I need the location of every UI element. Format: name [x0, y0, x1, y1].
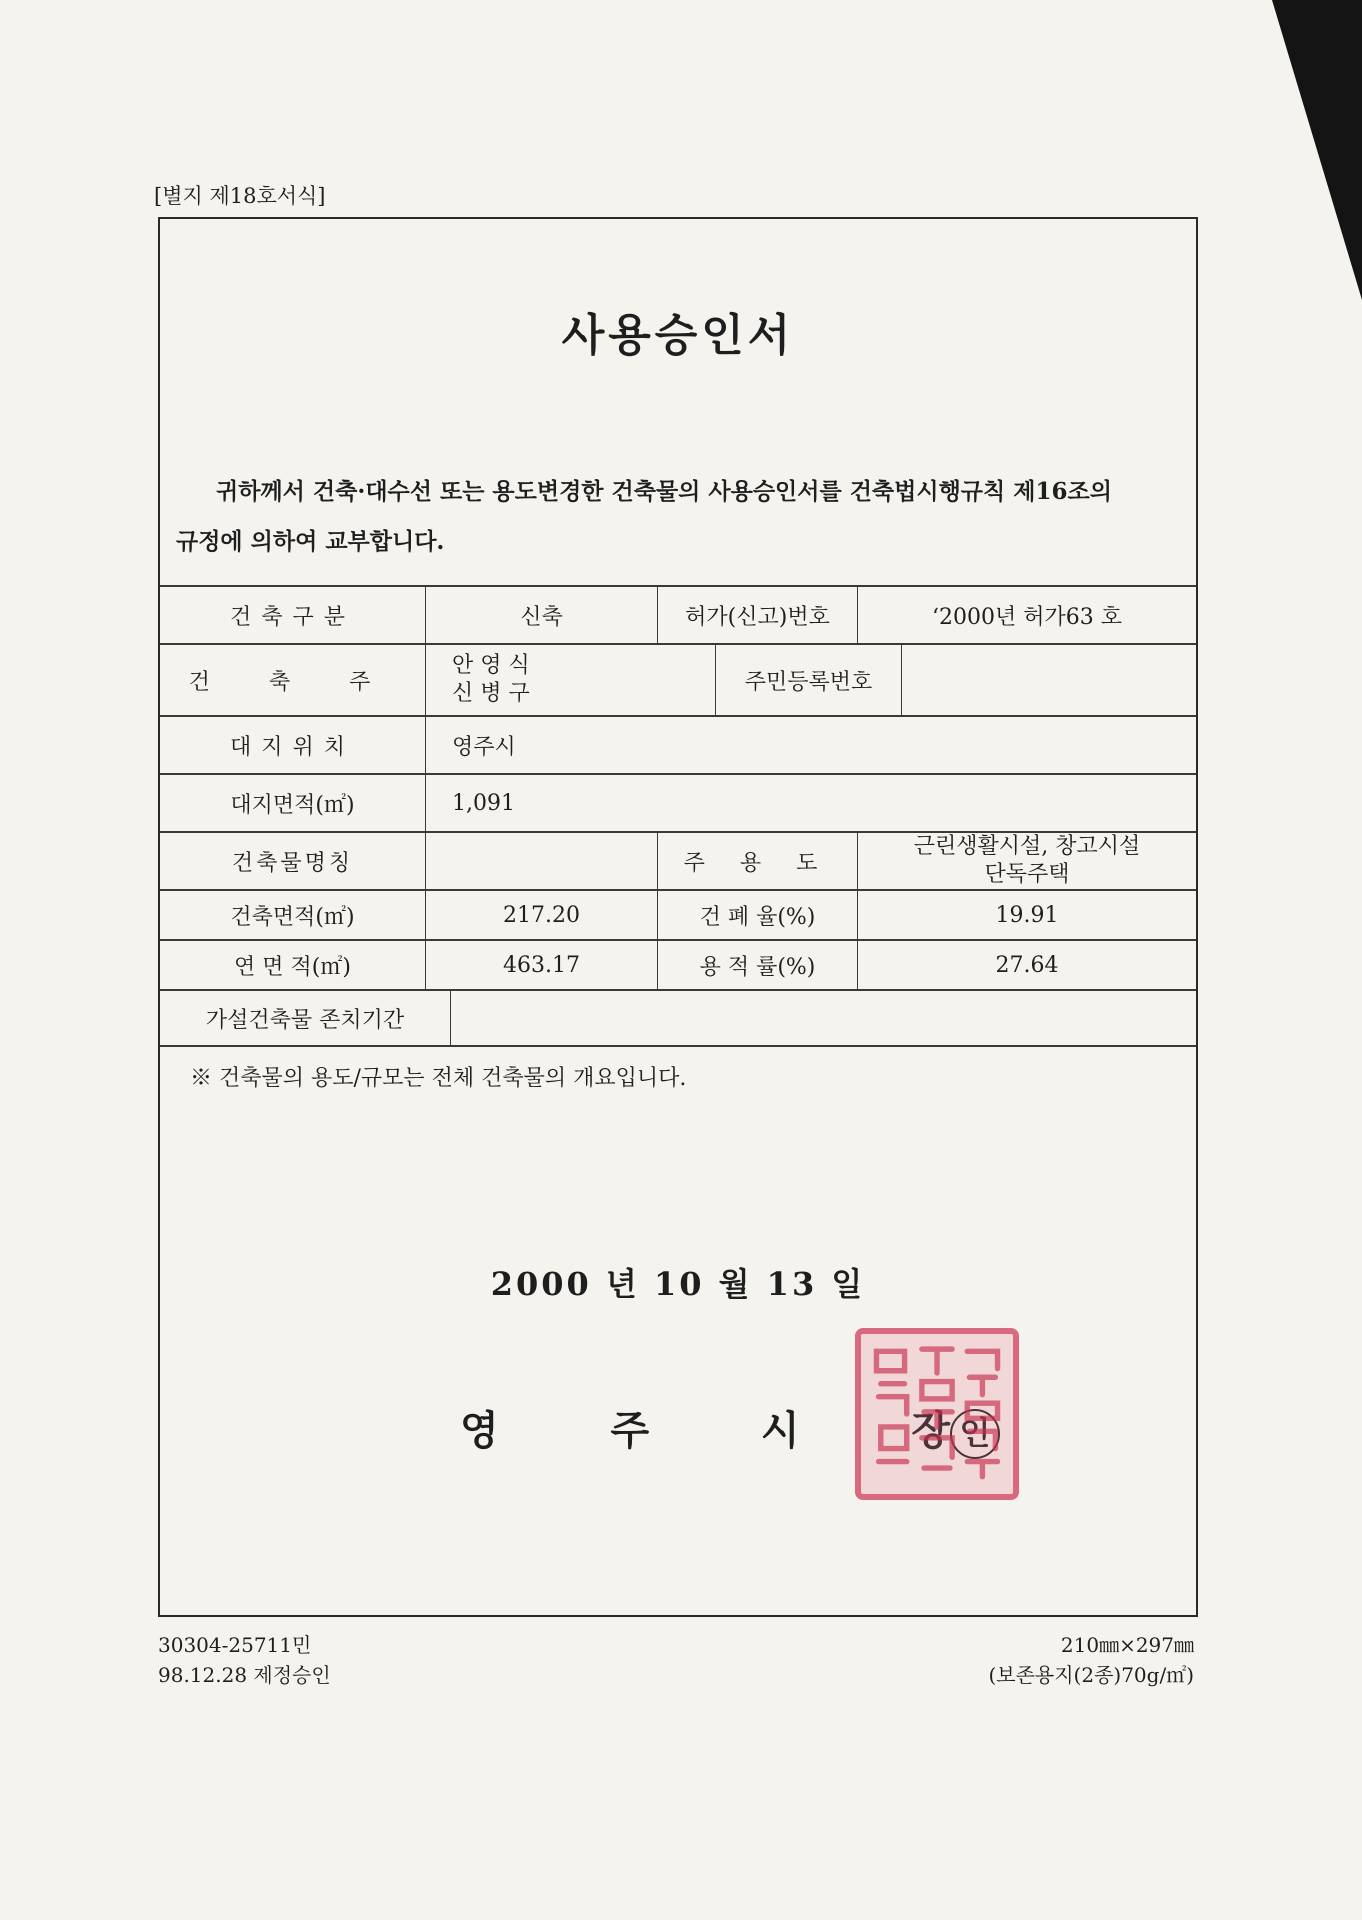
- build-type-label: 건축구분: [229, 604, 355, 630]
- paper-size: 210㎜×297㎜: [1060, 1633, 1194, 1657]
- temp-period-value: [450, 991, 1196, 1045]
- issue-date: 2000 년 10 월 13 일: [490, 1265, 866, 1303]
- site-area-label: 대지면적(㎡): [230, 792, 355, 818]
- coverage-ratio-label: 건 폐 율(%): [657, 891, 857, 939]
- table-row: [160, 585, 1196, 643]
- official-seal-stamp: [855, 1328, 1019, 1500]
- official-seal-icon: [861, 1334, 1013, 1494]
- build-type-value: 신축: [425, 587, 657, 643]
- paper-type: (보존용지(2종)70g/㎡): [988, 1663, 1194, 1687]
- site-area-value: 1,091: [425, 775, 1196, 831]
- document-title: 사용승인서: [561, 310, 795, 361]
- approval-date: 98.12.28 제정승인: [158, 1663, 331, 1687]
- main-use-label: 주 용 도: [657, 833, 857, 889]
- table-row: [160, 989, 1196, 1047]
- issuer-char: 주: [610, 1407, 650, 1454]
- table-row: [160, 773, 1196, 831]
- intro-text: 귀하께서 건축·대수선 또는 용도변경한 건축물의 사용승인서를 건축법시행규칙 제16조의 규정에 의하여 교부합니다.: [176, 478, 1112, 555]
- seal-mark-in: 인: [950, 1409, 1000, 1459]
- main-use-values: [857, 833, 1196, 889]
- site-location-label: 대지위치: [229, 734, 355, 760]
- issuer-char: 시: [760, 1407, 800, 1454]
- temp-period-label: 가설건축물 존치기간: [205, 1007, 405, 1033]
- main-use-value-2: 단독주택: [984, 862, 1070, 887]
- owner-name-2: 신 병 구: [452, 681, 530, 706]
- footer-left: [158, 1630, 331, 1690]
- resident-id-value: [901, 645, 1196, 715]
- site-location-value: 영주시: [425, 717, 1196, 773]
- table-row: [160, 715, 1196, 773]
- form-number: [별지 제18호서식]: [154, 184, 326, 208]
- table-row: [160, 643, 1196, 715]
- table-row: [160, 939, 1196, 989]
- document-frame: [158, 217, 1198, 1617]
- total-floor-area-value: 463.17: [425, 941, 657, 989]
- table-row: [160, 831, 1196, 889]
- permit-label: 허가(신고)번호: [657, 587, 857, 643]
- main-use-value-1: 근린생활시설, 창고시설: [913, 834, 1141, 859]
- issuer-char: 영: [460, 1407, 499, 1454]
- building-area-value: 217.20: [425, 891, 657, 939]
- corner-shadow: [1272, 0, 1362, 300]
- floor-area-ratio-label: 용 적 률(%): [657, 941, 857, 989]
- table-row: [160, 889, 1196, 939]
- usage-note: ※ 건축물의 용도/규모는 전체 건축물의 개요입니다.: [190, 1066, 687, 1091]
- owner-label: 건 축 주: [188, 669, 397, 695]
- building-name-label: 건축물명칭: [231, 850, 354, 876]
- issuer-char-jang: 장: [911, 1407, 950, 1454]
- total-floor-area-label: 연 면 적(㎡): [234, 954, 351, 980]
- floor-area-ratio-value: 27.64: [857, 941, 1196, 989]
- owner-names: [425, 645, 715, 715]
- permit-value: ‘2000년 허가63 호: [857, 587, 1196, 643]
- footer-right: [988, 1630, 1194, 1690]
- building-name-value: [425, 833, 657, 889]
- form-code: 30304-25711민: [158, 1633, 312, 1657]
- owner-name-1: 안 영 식: [452, 653, 530, 678]
- building-area-label: 건축면적(㎡): [230, 904, 355, 930]
- resident-id-label: 주민등록번호: [715, 645, 901, 715]
- coverage-ratio-value: 19.91: [857, 891, 1196, 939]
